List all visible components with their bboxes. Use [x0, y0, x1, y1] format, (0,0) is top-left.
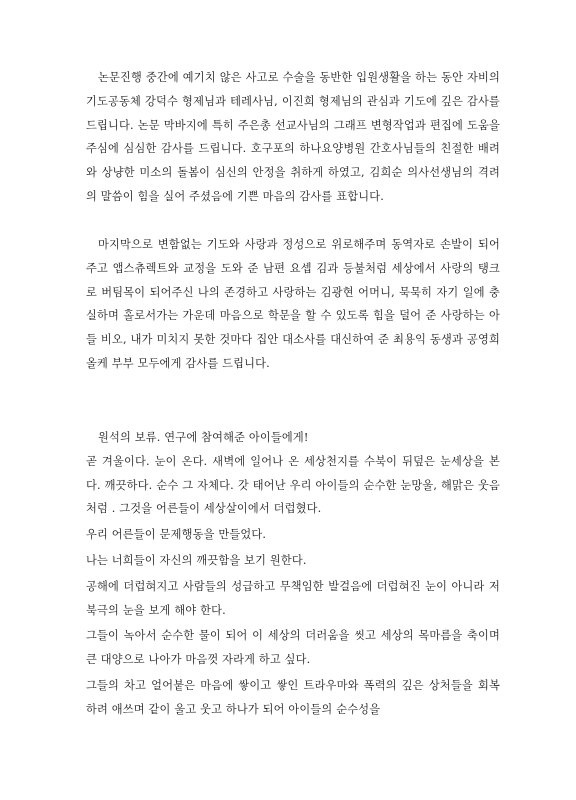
section-heading: 원석의 보류. 연구에 참여해준 아이들에게!	[98, 431, 309, 444]
paragraph-text: 논문진행 중간에 예기치 않은 사고로 수술을 동반한 입원생활을 하는 동안 자비의 기도공동체 강덕수 형제님과 테레사님, 이진희 형제님의 관심과 기도에 깊은 감사를 드립니다. 논문 막바지에 특히 주은총 선교사님의 그래프 변형작업과 편집에 도움을 주심에 심심한 감사를 드립니다. 호구포의 하나요양병원 간호사님들의 친절한 배려와 상냥한 미소의 돌봄이 심신의 안정을 취하게 하였고, 김희순 의사선생님의 격려의 말씀이 힘을 실어 주셨음에 기쁜 마음의 감사를 표합니다.	[86, 71, 500, 203]
reflection-line: 그들의 차고 얼어붙은 마음에 쌓이고 쌓인 트라우마와 폭력의 깊은 상처들을 회복 하려 애쓰며 같이 울고 웃고 하나가 되어 아이들의 순수성을	[86, 678, 500, 716]
acknowledgement-paragraph-1	[86, 66, 500, 209]
reflection-line: 그들이 녹아서 순수한 물이 되어 이 세상의 더러움을 씻고 세상의 목마름을 축이며 큰 대양으로 나아가 마음껏 자라게 하고 싶다.	[86, 629, 500, 667]
reflection-line: 나는 너희들이 자신의 깨끗함을 보기 원한다.	[86, 553, 307, 567]
acknowledgement-paragraph-2	[86, 233, 500, 376]
reflection-section	[86, 426, 500, 722]
reflection-line: 우리 어른들이 문제행동을 만들었다.	[86, 528, 267, 542]
reflection-line: 공해에 더럽혀지고 사람들의 성급하고 무책임한 발걸음에 더럽혀진 눈이 아니라 저 북극의 눈을 보게 해야 한다.	[86, 579, 500, 617]
reflection-line: 곧 겨울이다. 눈이 온다. 새벽에 일어나 온 세상천지를 수북이 뒤덮은 눈세상을 본다. 깨끗하다. 순수 그 자체다. 갓 태어난 우리 아이들의 순수한 눈망울, 해맑은 웃음처럼 . 그것을 어른들이 세상살이에서 더럽혔다.	[86, 454, 500, 516]
paragraph-text: 마지막으로 변함없는 기도와 사랑과 정성으로 위로해주며 동역자로 손발이 되어주고 앱스츄렉트와 교정을 도와 준 남편 요셉 김과 등불처럼 세상에서 사랑의 탱크로 버팀목이 되어주신 나의 존경하고 사랑하는 김광현 어머니, 묵묵히 자기 일에 충실하며 홀로서가는 가운데 마음으로 학문을 할 수 있도록 힘을 덜어 준 사랑하는 아들 비오, 내가 미치지 못한 것마다 집안 대소사를 대신하여 준 최용익 동생과 공영희 올케 부부 모두에게 감사를 드립니다.	[86, 238, 500, 370]
